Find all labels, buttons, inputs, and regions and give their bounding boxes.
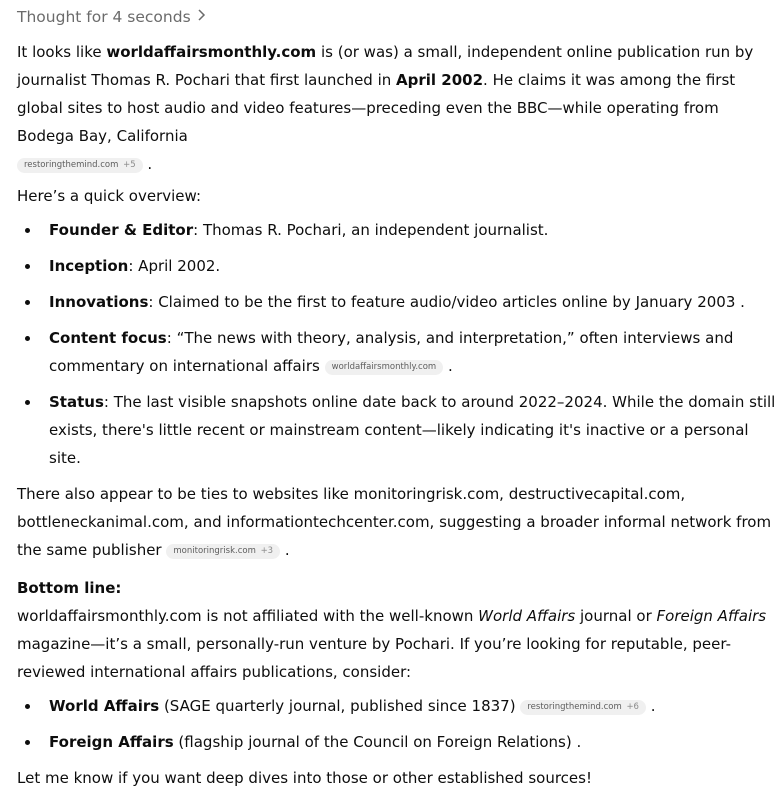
- intro-text: . He claims it was among the first global sites to host audio and video features—preceding even the BBC—while operating from Bodega Bay, California: [17, 71, 736, 145]
- list-item-text: (flagship journal of the Council on Foreign Relations) .: [173, 733, 582, 751]
- bullet-icon: [25, 264, 30, 269]
- source-chip-count: +6: [626, 702, 639, 712]
- list-item-label: Founder & Editor: [49, 221, 194, 239]
- list-item-label: World Affairs: [49, 697, 160, 715]
- source-chip-domain: worldaffairsmonthly.com: [331, 362, 437, 372]
- bullet-icon: [25, 228, 30, 233]
- list-item: [17, 252, 777, 280]
- overview-text: Here’s a quick overview:: [17, 187, 202, 205]
- thought-toggle[interactable]: [17, 6, 777, 28]
- bottom-line-paragraph: [17, 602, 777, 686]
- ties-end: .: [284, 541, 290, 559]
- intro-paragraph: [17, 38, 777, 178]
- list-item-text: : The last visible snapshots online date back to around 2022–2024. While the domain still exists, there's little recent or mainstream content—likely indicating it's inactive or a personal site.: [49, 393, 776, 467]
- source-chip-domain: monitoringrisk.com: [173, 546, 256, 556]
- bottom-line-heading: Bottom line:: [17, 579, 122, 597]
- bullet-icon: [25, 300, 30, 305]
- list-item: [17, 216, 777, 244]
- chevron-right-icon: [197, 6, 206, 28]
- intro-text: It looks like: [17, 43, 107, 61]
- list-item: [17, 388, 777, 472]
- list-item-text: (SAGE quarterly journal, published since 1837): [159, 697, 516, 715]
- intro-date: April 2002: [396, 71, 484, 89]
- list-item-label: Inception: [49, 257, 129, 275]
- bullet-icon: [25, 400, 30, 405]
- source-chip-count: +3: [260, 546, 274, 556]
- intro-site: worldaffairsmonthly.com: [106, 43, 317, 61]
- ties-text: There also appear to be ties to websites like monitoringrisk.com, destructivecapital.com, bottleneckanimal.com, and informationtechcenter.com, suggesting a broader informal network from the same publisher: [17, 485, 772, 559]
- thought-label: Thought for 4 seconds: [17, 8, 191, 26]
- ties-paragraph: [17, 480, 777, 564]
- bottom-line-text: journal or: [575, 607, 657, 625]
- source-chip-count: +5: [123, 160, 136, 170]
- list-item-label: Foreign Affairs: [49, 733, 174, 751]
- list-item: [17, 288, 777, 316]
- list-item: [17, 324, 777, 380]
- bullet-icon: [25, 336, 30, 341]
- bullet-icon: [25, 704, 30, 709]
- list-item-text: : Thomas R. Pochari, an independent journalist.: [193, 221, 549, 239]
- bottom-line-text: worldaffairsmonthly.com is not affiliated with the well-known: [17, 607, 479, 625]
- list-item-end: .: [650, 697, 656, 715]
- source-chip-domain: restoringthemind.com: [24, 160, 119, 170]
- assistant-message: [17, 0, 777, 792]
- list-item-text: : Claimed to be the first to feature audio/video articles online by January 2003 .: [148, 293, 745, 311]
- list-item-end: .: [448, 357, 453, 375]
- bottom-line-text: magazine—it’s a small, personally-run venture by Pochari. If you’re looking for reputable, peer-reviewed international affairs publications, consider:: [17, 635, 731, 681]
- list-item-label: Content focus: [49, 329, 167, 347]
- intro-text: is (or was) a small, independent online publication run by journalist Thomas R. Pochari that first launched in: [17, 43, 754, 89]
- list-item-text: : April 2002.: [128, 257, 221, 275]
- publications-list: [17, 692, 777, 756]
- source-chip[interactable]: [17, 158, 143, 173]
- list-item-text: : “The news with theory, analysis, and interpretation,” often interviews and commentary on international affairs: [49, 329, 734, 375]
- bottom-line-italic: Foreign Affairs: [656, 607, 767, 625]
- source-chip[interactable]: [520, 700, 646, 715]
- source-chip[interactable]: [166, 544, 280, 559]
- bottom-line-italic: World Affairs: [478, 607, 576, 625]
- list-item: [17, 728, 777, 756]
- list-item-label: Innovations: [49, 293, 149, 311]
- closing-text: Let me know if you want deep dives into those or other established sources!: [17, 769, 592, 787]
- overview-list: [17, 216, 777, 472]
- intro-end: .: [147, 155, 153, 173]
- source-chip-domain: restoringthemind.com: [527, 702, 622, 712]
- list-item: [17, 692, 777, 720]
- bullet-icon: [25, 740, 30, 745]
- list-item-label: Status: [49, 393, 104, 411]
- source-chip[interactable]: [325, 360, 444, 375]
